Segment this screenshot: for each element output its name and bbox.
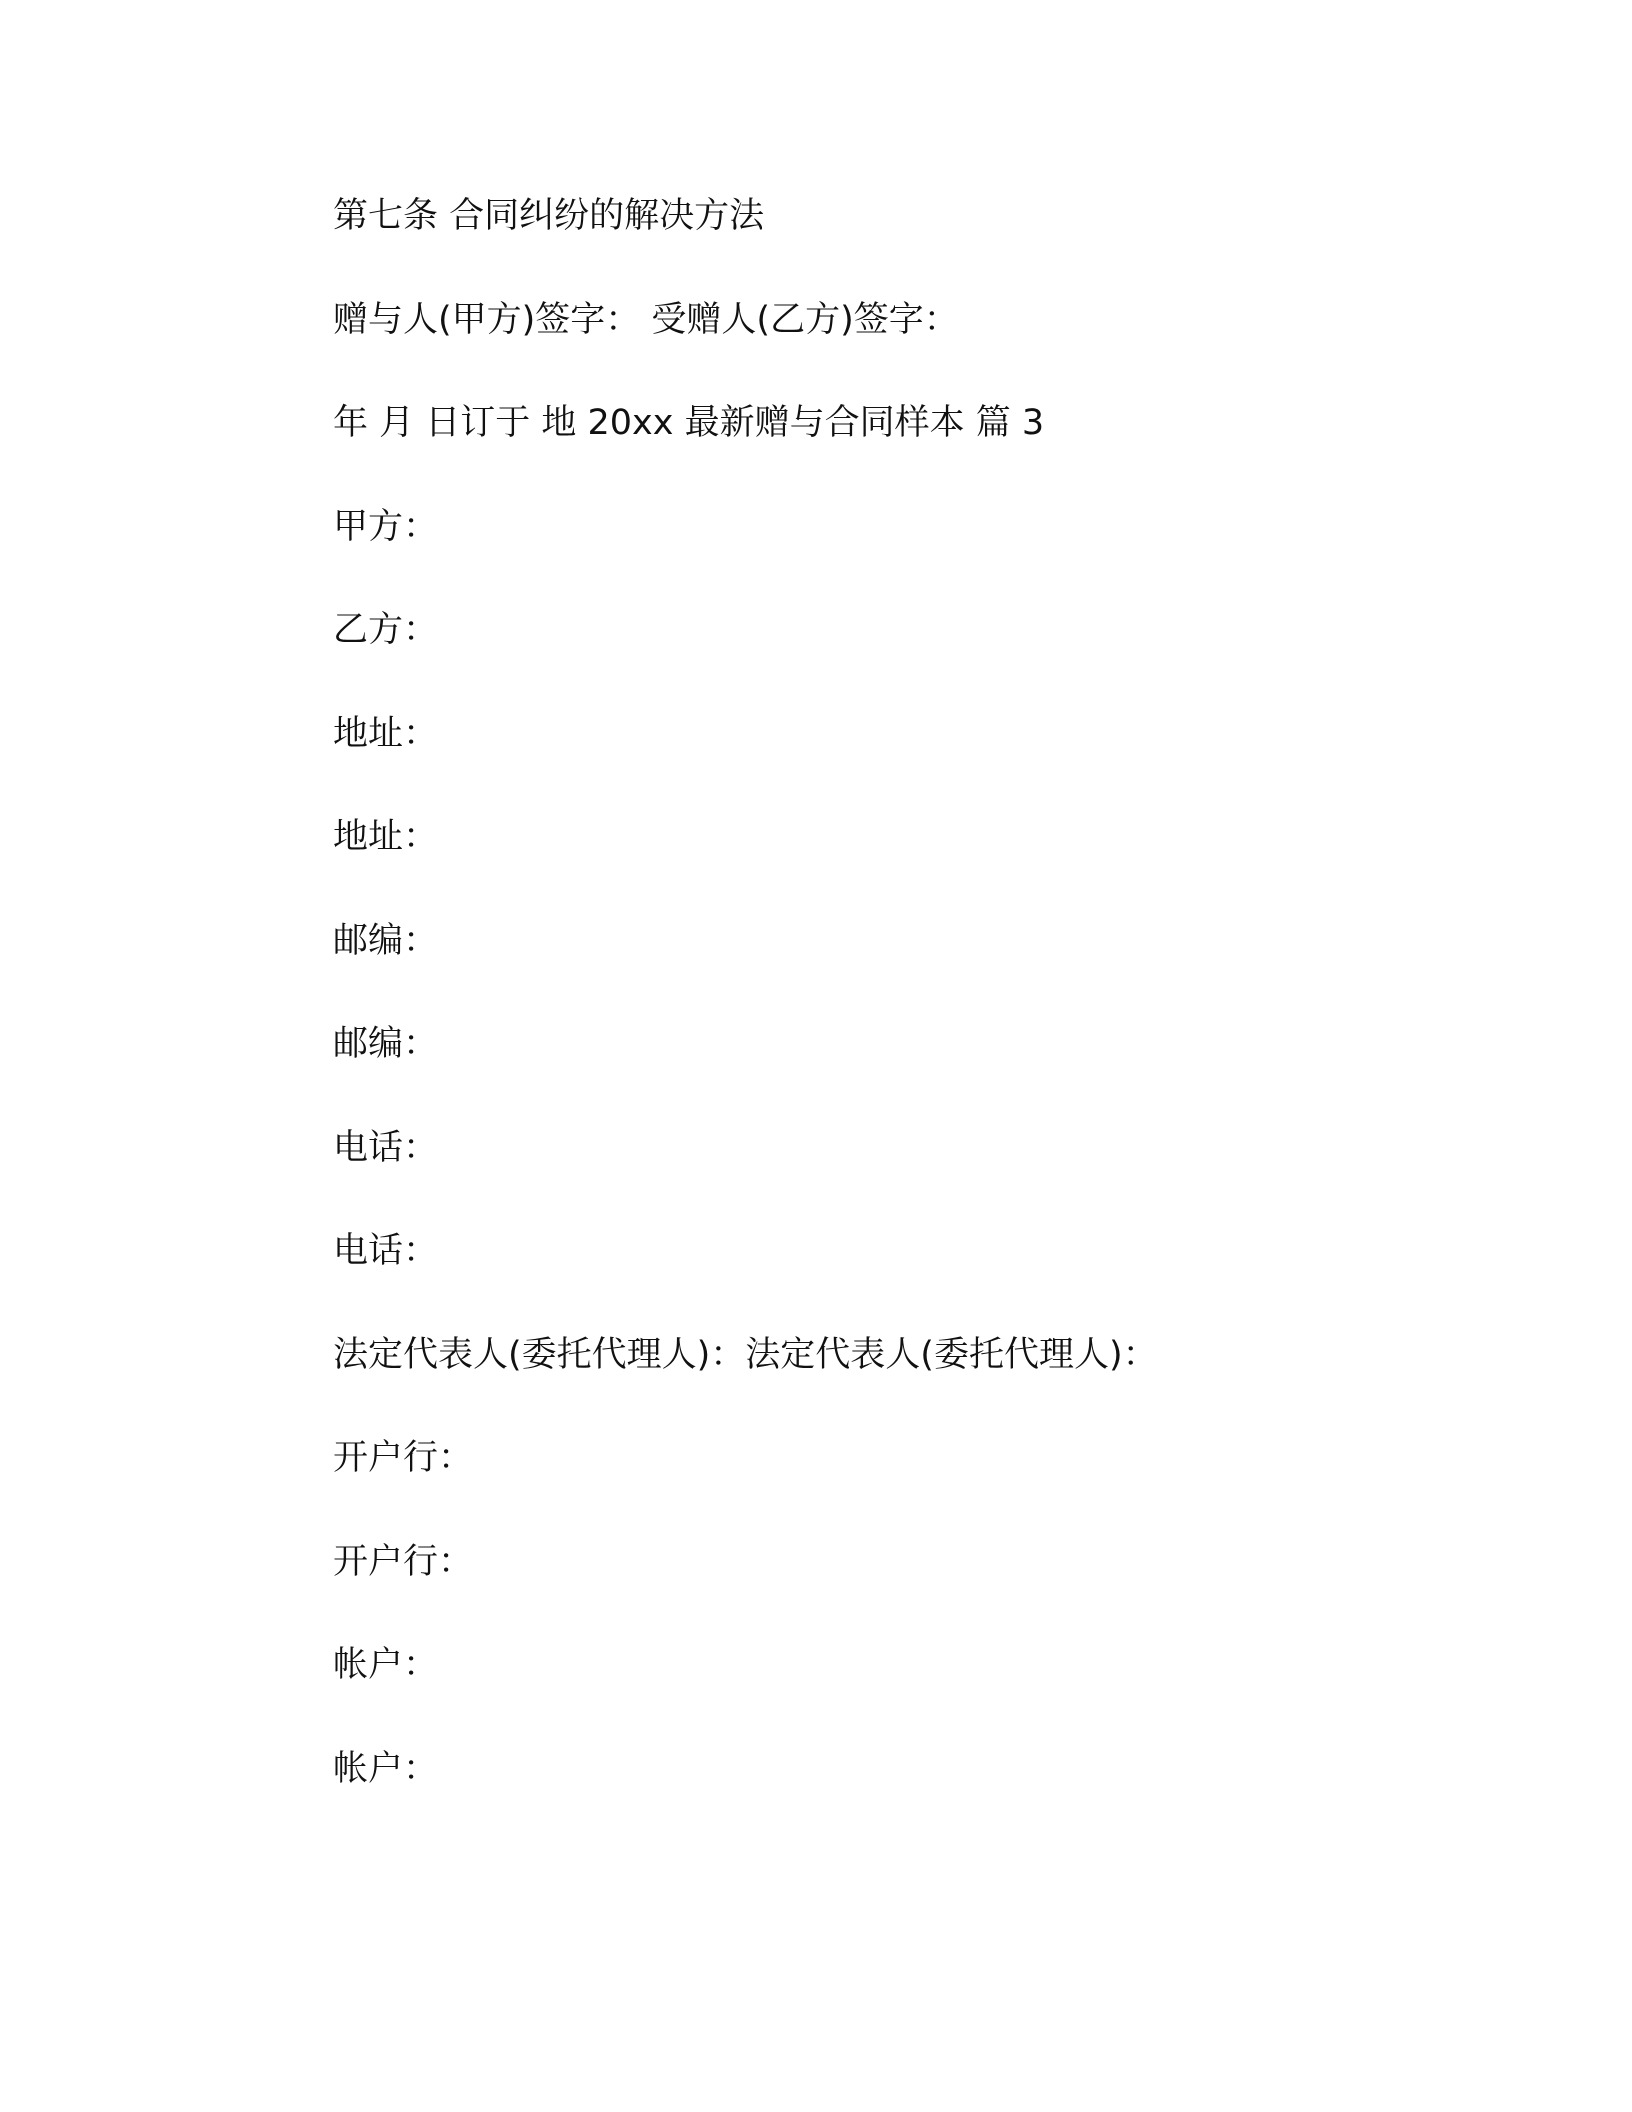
- party-b-label: 乙方：: [333, 610, 439, 650]
- account-label-b: 帐户：: [333, 1748, 439, 1789]
- date-and-title-line: 年 月 日订于 地 20xx 最新赠与合同样本 篇 3: [333, 403, 1045, 443]
- account-label-a: 帐户：: [333, 1645, 439, 1685]
- postcode-label-a: 邮编：: [333, 920, 439, 961]
- address-label-a: 地址：: [333, 713, 439, 754]
- address-label-b: 地址：: [333, 817, 439, 857]
- bank-label-a: 开户行：: [333, 1438, 474, 1478]
- phone-label-b: 电话：: [333, 1231, 439, 1271]
- party-a-label: 甲方：: [333, 506, 439, 547]
- postcode-label-b: 邮编：: [333, 1024, 439, 1064]
- legal-representative-line: 法定代表人(委托代理人)：法定代表人(委托代理人)：: [333, 1334, 1158, 1375]
- signature-line: 赠与人(甲方)签字： 受赠人(乙方)签字：: [333, 299, 959, 340]
- document-body: [333, 188, 1433, 1844]
- article-heading: 第七条 合同纠纷的解决方法: [333, 196, 765, 236]
- bank-label-b: 开户行：: [333, 1541, 474, 1582]
- phone-label-a: 电话：: [333, 1127, 439, 1168]
